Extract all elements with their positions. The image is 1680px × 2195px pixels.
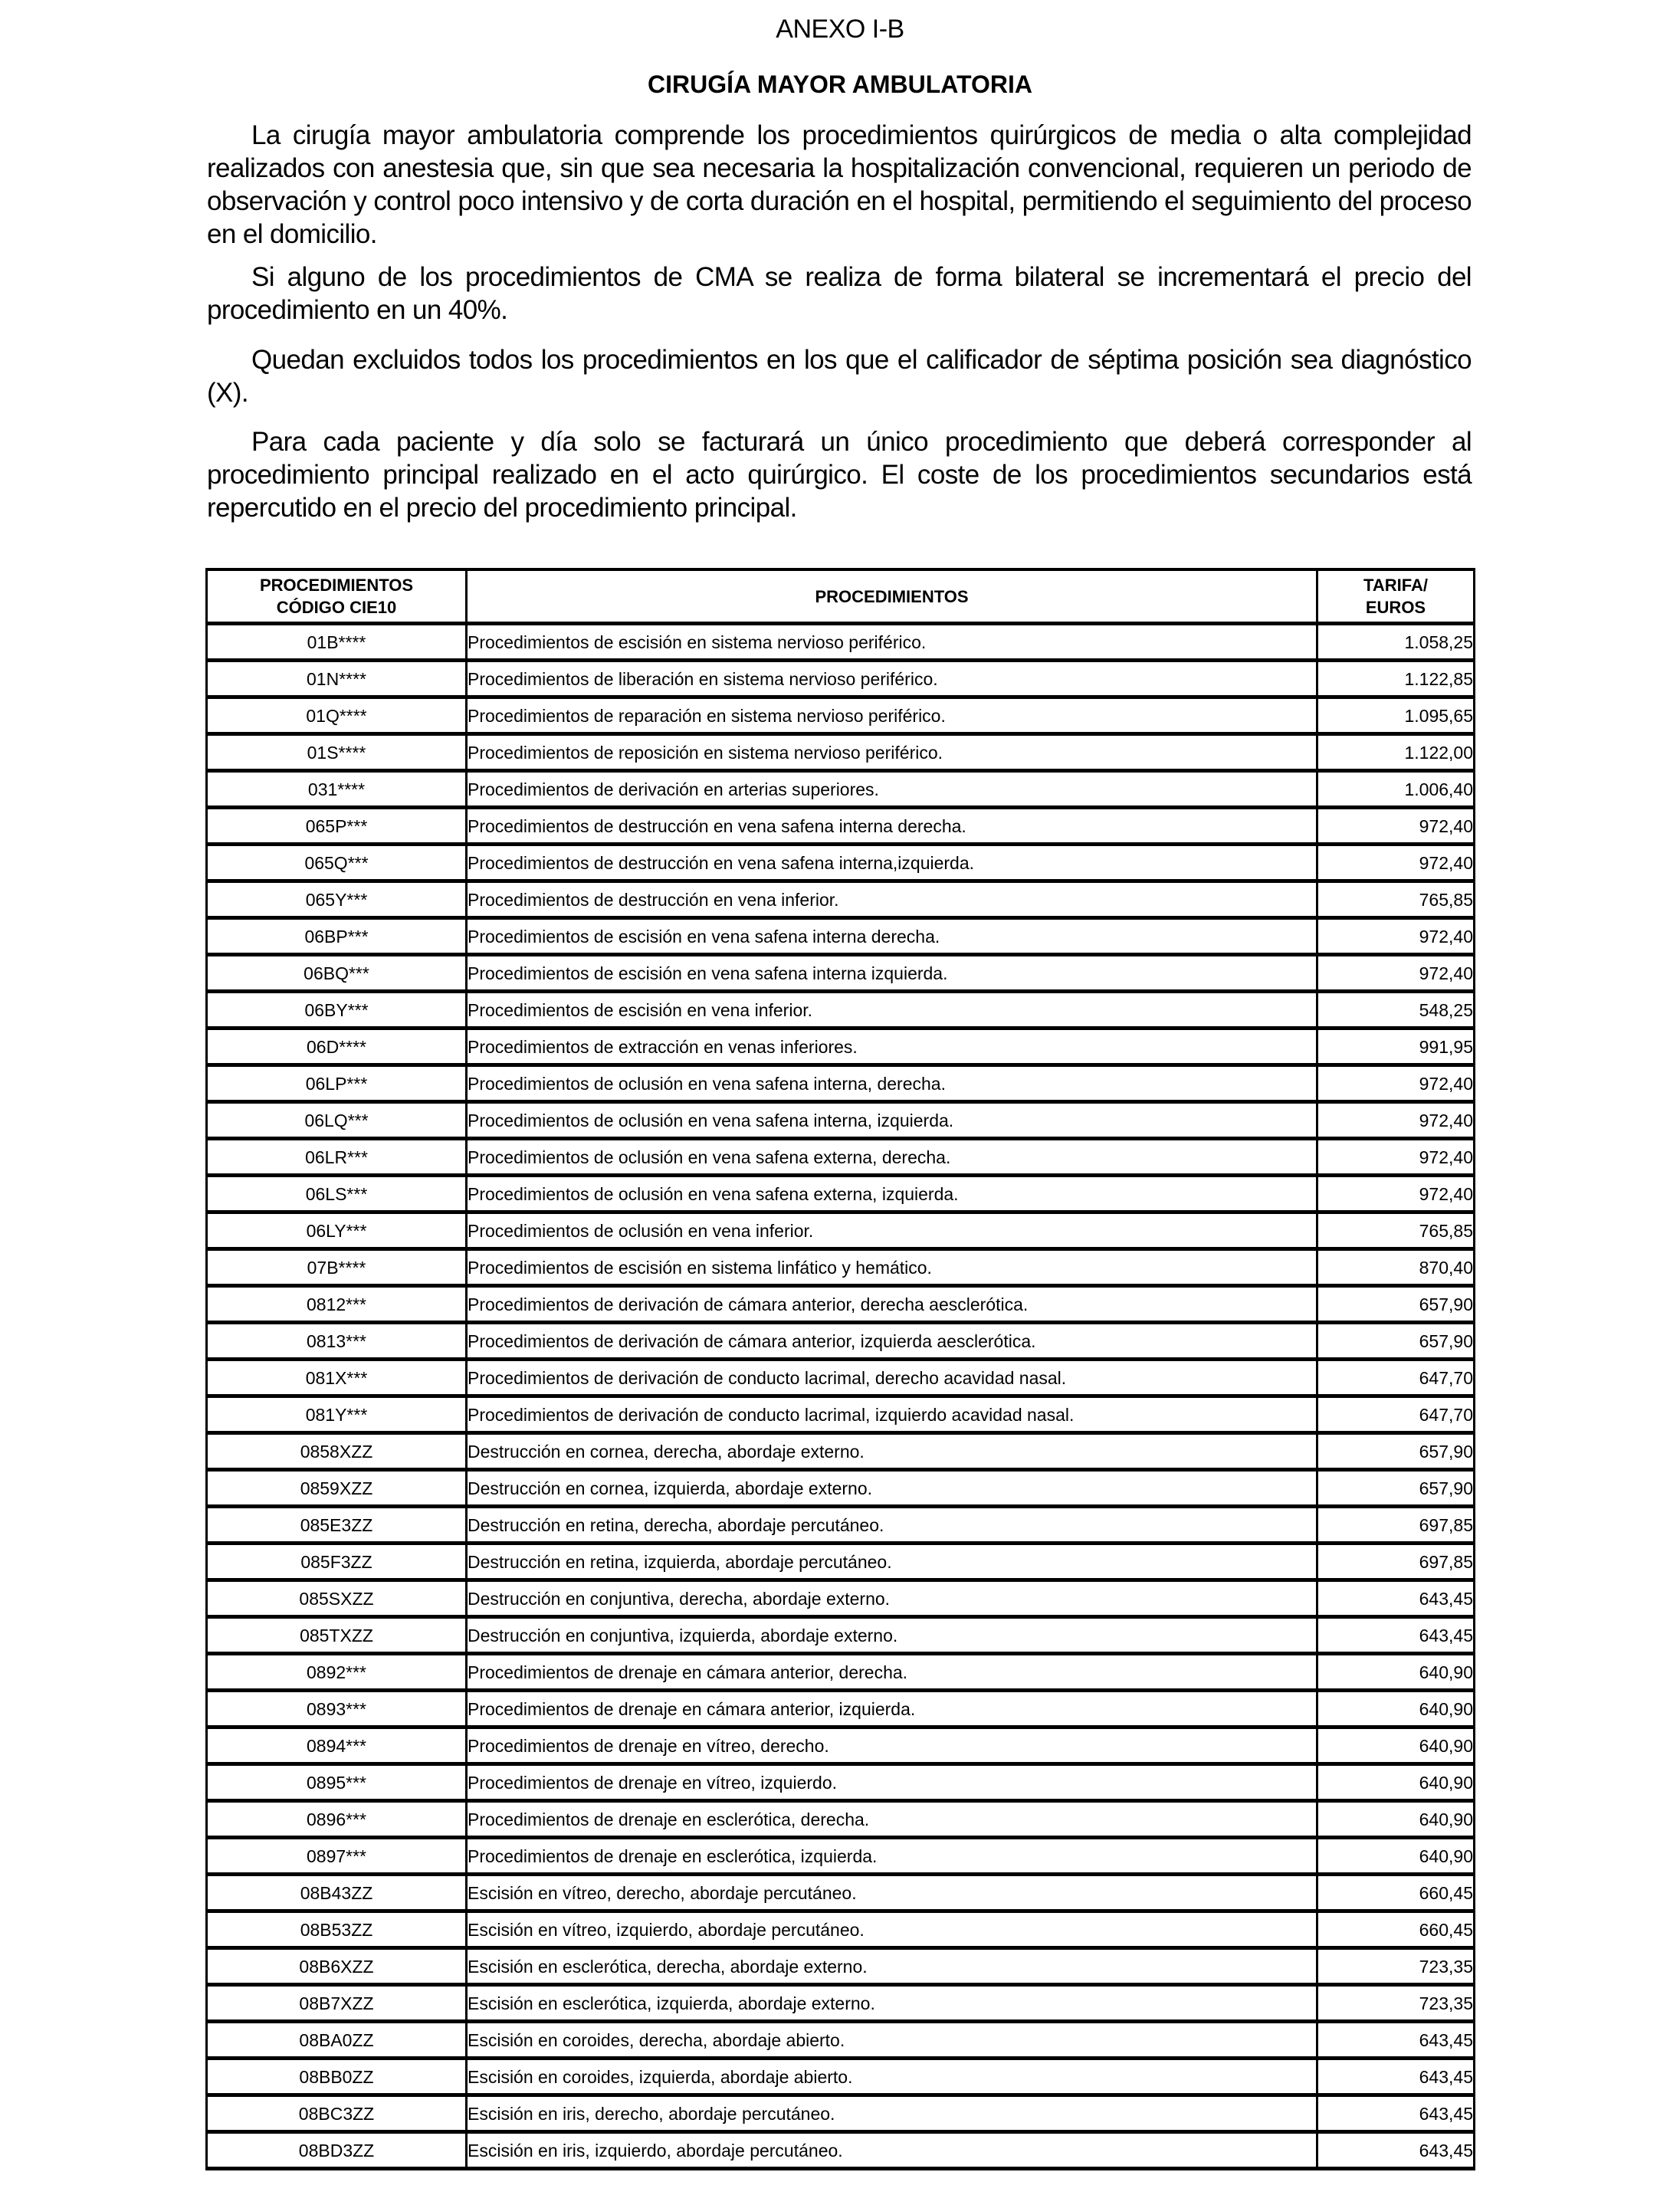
table-row xyxy=(207,881,1475,918)
procedure-price: 972,40 xyxy=(1317,1139,1475,1176)
procedure-code: 065Y*** xyxy=(207,881,467,918)
procedure-code: 085F3ZZ xyxy=(207,1544,467,1580)
table-row xyxy=(207,734,1475,771)
table-row xyxy=(207,1139,1475,1176)
table-row xyxy=(207,1948,1475,1985)
procedure-price: 972,40 xyxy=(1317,1176,1475,1212)
procedure-price: 657,90 xyxy=(1317,1323,1475,1360)
table-row xyxy=(207,1654,1475,1691)
procedure-code: 06LY*** xyxy=(207,1212,467,1249)
table-row xyxy=(207,661,1475,697)
procedure-price: 870,40 xyxy=(1317,1249,1475,1286)
table-row xyxy=(207,808,1475,845)
procedure-code: 01S**** xyxy=(207,734,467,771)
header-price-line1: TARIFA/ xyxy=(1363,576,1428,595)
header-code xyxy=(207,569,467,624)
procedure-description: Procedimientos de escisión en sistema nervioso periférico. xyxy=(467,624,1317,661)
procedure-price: 723,35 xyxy=(1317,1985,1475,2022)
procedure-description: Procedimientos de liberación en sistema nervioso periférico. xyxy=(467,661,1317,697)
procedure-description: Procedimientos de derivación de conducto lacrimal, izquierdo acavidad nasal. xyxy=(467,1396,1317,1433)
table-row xyxy=(207,1875,1475,1911)
procedure-code: 07B**** xyxy=(207,1249,467,1286)
procedure-price: 765,85 xyxy=(1317,881,1475,918)
procedure-code: 06BP*** xyxy=(207,918,467,955)
procedure-description: Procedimientos de destrucción en vena inferior. xyxy=(467,881,1317,918)
table-row xyxy=(207,1764,1475,1801)
procedure-price: 972,40 xyxy=(1317,918,1475,955)
table-row xyxy=(207,955,1475,992)
table-row xyxy=(207,1249,1475,1286)
table-row xyxy=(207,1617,1475,1654)
table-row xyxy=(207,1911,1475,1948)
procedure-price: 548,25 xyxy=(1317,992,1475,1029)
procedure-code: 0896*** xyxy=(207,1801,467,1838)
procedure-description: Destrucción en cornea, derecha, abordaje externo. xyxy=(467,1433,1317,1470)
table-row xyxy=(207,1544,1475,1580)
procedure-description: Escisión en iris, derecho, abordaje percutáneo. xyxy=(467,2095,1317,2132)
procedure-description: Procedimientos de oclusión en vena safena interna, izquierda. xyxy=(467,1102,1317,1139)
procedure-code: 06LP*** xyxy=(207,1065,467,1102)
procedure-code: 0858XZZ xyxy=(207,1433,467,1470)
procedure-price: 647,70 xyxy=(1317,1360,1475,1396)
procedure-price: 640,90 xyxy=(1317,1764,1475,1801)
procedure-price: 1.122,85 xyxy=(1317,661,1475,697)
table-header-row xyxy=(207,569,1475,624)
procedure-description: Destrucción en retina, izquierda, abordaje percutáneo. xyxy=(467,1544,1317,1580)
procedure-description: Procedimientos de drenaje en vítreo, derecho. xyxy=(467,1727,1317,1764)
procedure-price: 991,95 xyxy=(1317,1029,1475,1065)
procedure-code: 08BD3ZZ xyxy=(207,2132,467,2169)
procedure-code: 06LR*** xyxy=(207,1139,467,1176)
procedure-description: Procedimientos de derivación de conducto lacrimal, derecho acavidad nasal. xyxy=(467,1360,1317,1396)
procedures-table xyxy=(205,568,1475,2170)
procedure-price: 640,90 xyxy=(1317,1654,1475,1691)
paragraph-billing: Para cada paciente y día solo se facturará un único procedimiento que deberá corresponder al procedimiento principal realizado en el acto quirúrgico. El coste de los procedimientos secundarios está repercutido en el precio del procedimiento principal. xyxy=(207,427,1472,523)
table-row xyxy=(207,697,1475,734)
procedure-code: 0859XZZ xyxy=(207,1470,467,1507)
table-row xyxy=(207,1838,1475,1875)
procedure-price: 660,45 xyxy=(1317,1911,1475,1948)
procedure-price: 640,90 xyxy=(1317,1838,1475,1875)
procedure-code: 06BQ*** xyxy=(207,955,467,992)
table-row xyxy=(207,2059,1475,2095)
procedure-description: Procedimientos de drenaje en esclerótica, derecha. xyxy=(467,1801,1317,1838)
procedure-description: Escisión en esclerótica, izquierda, abordaje externo. xyxy=(467,1985,1317,2022)
procedure-price: 643,45 xyxy=(1317,2132,1475,2169)
procedure-code: 0895*** xyxy=(207,1764,467,1801)
table-row xyxy=(207,1507,1475,1544)
procedure-price: 643,45 xyxy=(1317,2095,1475,2132)
procedure-description: Escisión en vítreo, derecho, abordaje percutáneo. xyxy=(467,1875,1317,1911)
procedure-price: 972,40 xyxy=(1317,955,1475,992)
procedure-code: 065P*** xyxy=(207,808,467,845)
table-row xyxy=(207,1286,1475,1323)
table-row xyxy=(207,1212,1475,1249)
header-procedure: PROCEDIMIENTOS xyxy=(467,569,1317,624)
procedure-price: 972,40 xyxy=(1317,1065,1475,1102)
procedure-code: 01B**** xyxy=(207,624,467,661)
procedure-price: 723,35 xyxy=(1317,1948,1475,1985)
procedure-description: Procedimientos de reparación en sistema nervioso periférico. xyxy=(467,697,1317,734)
procedure-price: 1.095,65 xyxy=(1317,697,1475,734)
table-row xyxy=(207,1691,1475,1727)
procedure-price: 640,90 xyxy=(1317,1801,1475,1838)
annex-label: ANEXO I-B xyxy=(776,15,904,44)
header-code-line1: PROCEDIMIENTOS xyxy=(259,576,414,595)
procedure-price: 643,45 xyxy=(1317,1617,1475,1654)
procedure-description: Procedimientos de derivación en arterias superiores. xyxy=(467,771,1317,808)
procedure-price: 972,40 xyxy=(1317,1102,1475,1139)
table-row xyxy=(207,1801,1475,1838)
procedure-price: 657,90 xyxy=(1317,1470,1475,1507)
paragraph-definition: La cirugía mayor ambulatoria comprende los procedimientos quirúrgicos de media o alta complejidad realizados con anestesia que, sin que sea necesaria la hospitalización convencional, requieren un periodo de observación y control poco intensivo y de corta duración en el hospital, permitiendo el seguimiento del proceso en el domicilio. xyxy=(207,120,1472,249)
procedure-code: 0892*** xyxy=(207,1654,467,1691)
procedure-code: 08BC3ZZ xyxy=(207,2095,467,2132)
procedure-code: 085TXZZ xyxy=(207,1617,467,1654)
procedure-description: Escisión en coroides, izquierda, abordaje abierto. xyxy=(467,2059,1317,2095)
procedure-description: Destrucción en cornea, izquierda, abordaje externo. xyxy=(467,1470,1317,1507)
procedure-description: Escisión en coroides, derecha, abordaje abierto. xyxy=(467,2022,1317,2059)
table-row xyxy=(207,1176,1475,1212)
procedure-code: 06LS*** xyxy=(207,1176,467,1212)
table-row xyxy=(207,2132,1475,2169)
document-title: CIRUGÍA MAYOR AMBULATORIA xyxy=(648,71,1032,98)
procedure-code: 08B43ZZ xyxy=(207,1875,467,1911)
procedure-description: Procedimientos de oclusión en vena safena externa, derecha. xyxy=(467,1139,1317,1176)
procedure-code: 08B7XZZ xyxy=(207,1985,467,2022)
procedure-description: Procedimientos de escisión en vena safena interna izquierda. xyxy=(467,955,1317,992)
procedure-price: 643,45 xyxy=(1317,2059,1475,2095)
header-price xyxy=(1317,569,1475,624)
procedure-description: Procedimientos de escisión en vena inferior. xyxy=(467,992,1317,1029)
procedure-description: Procedimientos de escisión en sistema linfático y hemático. xyxy=(467,1249,1317,1286)
procedure-description: Procedimientos de drenaje en esclerótica, izquierda. xyxy=(467,1838,1317,1875)
procedure-price: 657,90 xyxy=(1317,1433,1475,1470)
table-row xyxy=(207,2022,1475,2059)
header-code-line2: CÓDIGO CIE10 xyxy=(276,598,397,617)
procedure-code: 031**** xyxy=(207,771,467,808)
procedure-description: Procedimientos de destrucción en vena safena interna derecha. xyxy=(467,808,1317,845)
table-row xyxy=(207,1323,1475,1360)
procedure-code: 065Q*** xyxy=(207,845,467,881)
procedure-price: 972,40 xyxy=(1317,808,1475,845)
table-row xyxy=(207,1985,1475,2022)
table-row xyxy=(207,1029,1475,1065)
procedure-price: 972,40 xyxy=(1317,845,1475,881)
procedure-code: 08B6XZZ xyxy=(207,1948,467,1985)
procedure-code: 08BA0ZZ xyxy=(207,2022,467,2059)
procedure-code: 08B53ZZ xyxy=(207,1911,467,1948)
table-row xyxy=(207,624,1475,661)
procedure-code: 01Q**** xyxy=(207,697,467,734)
table-row xyxy=(207,1727,1475,1764)
procedure-code: 06D**** xyxy=(207,1029,467,1065)
procedure-description: Procedimientos de reposición en sistema nervioso periférico. xyxy=(467,734,1317,771)
procedure-description: Procedimientos de escisión en vena safena interna derecha. xyxy=(467,918,1317,955)
header-price-line2: EUROS xyxy=(1365,598,1426,617)
procedure-price: 1.122,00 xyxy=(1317,734,1475,771)
procedure-price: 697,85 xyxy=(1317,1507,1475,1544)
procedure-code: 085SXZZ xyxy=(207,1580,467,1617)
procedure-code: 01N**** xyxy=(207,661,467,697)
procedure-description: Procedimientos de oclusión en vena safena externa, izquierda. xyxy=(467,1176,1317,1212)
table-body xyxy=(207,624,1475,2169)
table-row xyxy=(207,1433,1475,1470)
procedure-description: Destrucción en conjuntiva, izquierda, abordaje externo. xyxy=(467,1617,1317,1654)
procedure-description: Procedimientos de extracción en venas inferiores. xyxy=(467,1029,1317,1065)
procedure-price: 643,45 xyxy=(1317,1580,1475,1617)
table-row xyxy=(207,1470,1475,1507)
procedure-description: Procedimientos de derivación de cámara anterior, derecha aesclerótica. xyxy=(467,1286,1317,1323)
procedure-code: 0893*** xyxy=(207,1691,467,1727)
procedure-description: Destrucción en retina, derecha, abordaje percutáneo. xyxy=(467,1507,1317,1544)
procedure-price: 640,90 xyxy=(1317,1727,1475,1764)
table-row xyxy=(207,771,1475,808)
procedure-description: Escisión en vítreo, izquierdo, abordaje percutáneo. xyxy=(467,1911,1317,1948)
procedure-code: 081X*** xyxy=(207,1360,467,1396)
procedure-description: Procedimientos de derivación de cámara anterior, izquierda aesclerótica. xyxy=(467,1323,1317,1360)
procedure-description: Escisión en iris, izquierdo, abordaje percutáneo. xyxy=(467,2132,1317,2169)
table-row xyxy=(207,1065,1475,1102)
procedure-price: 640,90 xyxy=(1317,1691,1475,1727)
paragraph-bilateral: Si alguno de los procedimientos de CMA se realiza de forma bilateral se incrementará el precio del procedimiento en un 40%. xyxy=(207,262,1472,325)
procedure-price: 1.006,40 xyxy=(1317,771,1475,808)
table-row xyxy=(207,1396,1475,1433)
paragraph-exclusions: Quedan excluidos todos los procedimientos en los que el calificador de séptima posición sea diagnóstico (X). xyxy=(207,345,1472,408)
table-row xyxy=(207,918,1475,955)
procedure-description: Procedimientos de drenaje en cámara anterior, derecha. xyxy=(467,1654,1317,1691)
procedure-price: 765,85 xyxy=(1317,1212,1475,1249)
procedure-description: Procedimientos de oclusión en vena inferior. xyxy=(467,1212,1317,1249)
table-row xyxy=(207,1102,1475,1139)
table-row xyxy=(207,1360,1475,1396)
table-row xyxy=(207,992,1475,1029)
procedure-price: 697,85 xyxy=(1317,1544,1475,1580)
table-row xyxy=(207,2095,1475,2132)
procedure-price: 647,70 xyxy=(1317,1396,1475,1433)
procedure-description: Procedimientos de destrucción en vena safena interna,izquierda. xyxy=(467,845,1317,881)
procedure-price: 643,45 xyxy=(1317,2022,1475,2059)
procedure-code: 081Y*** xyxy=(207,1396,467,1433)
procedure-description: Escisión en esclerótica, derecha, abordaje externo. xyxy=(467,1948,1317,1985)
table-row xyxy=(207,845,1475,881)
procedure-description: Procedimientos de drenaje en cámara anterior, izquierda. xyxy=(467,1691,1317,1727)
procedure-code: 0897*** xyxy=(207,1838,467,1875)
procedure-code: 06BY*** xyxy=(207,992,467,1029)
procedure-code: 06LQ*** xyxy=(207,1102,467,1139)
procedure-code: 0812*** xyxy=(207,1286,467,1323)
procedure-code: 0813*** xyxy=(207,1323,467,1360)
procedure-code: 085E3ZZ xyxy=(207,1507,467,1544)
procedure-code: 0894*** xyxy=(207,1727,467,1764)
procedure-price: 1.058,25 xyxy=(1317,624,1475,661)
procedure-description: Procedimientos de oclusión en vena safena interna, derecha. xyxy=(467,1065,1317,1102)
table-row xyxy=(207,1580,1475,1617)
procedure-code: 08BB0ZZ xyxy=(207,2059,467,2095)
procedure-price: 660,45 xyxy=(1317,1875,1475,1911)
procedure-description: Procedimientos de drenaje en vítreo, izquierdo. xyxy=(467,1764,1317,1801)
procedure-price: 657,90 xyxy=(1317,1286,1475,1323)
procedure-description: Destrucción en conjuntiva, derecha, abordaje externo. xyxy=(467,1580,1317,1617)
